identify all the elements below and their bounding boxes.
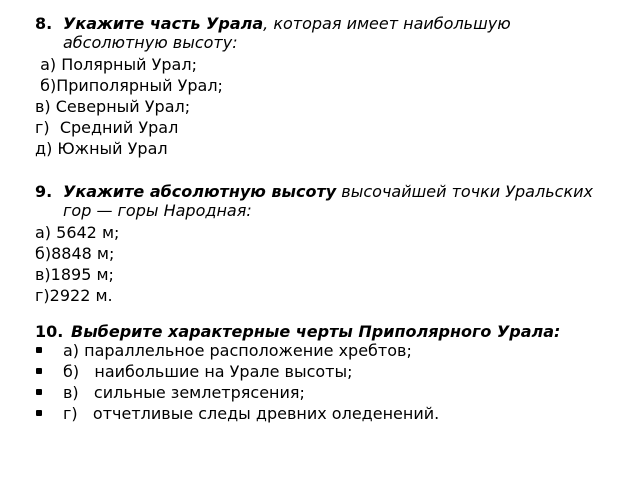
question-9	[35, 182, 615, 307]
answer-option-text: г) отчетливые следы древних оледенений.	[63, 404, 440, 423]
question-8-header	[35, 14, 615, 52]
answer-option: в)1895 м;	[35, 265, 114, 284]
answer-option: в) Северный Урал;	[35, 97, 191, 116]
answer-option: б)Приполярный Урал;	[35, 76, 223, 95]
question-8	[35, 14, 615, 160]
answer-option	[35, 362, 615, 383]
question-title-bold: Укажите часть Урала	[63, 14, 264, 33]
answer-options	[35, 55, 615, 160]
question-10-header	[35, 322, 615, 341]
question-text	[63, 14, 511, 52]
answer-option: г)2922 м.	[35, 286, 113, 305]
bullet-icon	[36, 368, 42, 374]
answer-option-text: б) наибольшие на Урале высоты;	[63, 362, 353, 381]
question-text	[63, 182, 593, 220]
answer-option: г) Средний Урал	[35, 118, 179, 137]
question-9-header	[35, 182, 615, 220]
answer-options	[35, 223, 615, 307]
answer-option	[35, 383, 615, 404]
answer-option: д) Южный Урал	[35, 139, 168, 158]
answer-option: а) 5642 м;	[35, 223, 120, 242]
answer-option-text: в) сильные землетрясения;	[63, 383, 305, 402]
question-title-bold: Выберите характерные черты Приполярного Урала:	[71, 322, 561, 341]
question-number: 9.	[35, 182, 53, 201]
answer-option	[35, 341, 615, 362]
question-title-bold: Укажите абсолютную высоту	[63, 182, 337, 201]
answer-option: б)8848 м;	[35, 244, 115, 263]
question-number: 8.	[35, 14, 53, 33]
question-title-rest: , которая имеет наибольшую абсолютную высоту:	[63, 14, 511, 52]
question-title-rest: высочайшей точки Уральских гор — горы Народная:	[63, 182, 593, 220]
bullet-icon	[36, 389, 42, 395]
question-number: 10.	[35, 322, 64, 341]
bullet-icon	[36, 410, 42, 416]
answer-option: а) Полярный Урал;	[35, 55, 197, 74]
bullet-icon	[36, 347, 42, 353]
question-10	[35, 322, 615, 425]
answer-option	[35, 404, 615, 425]
question-text	[63, 322, 560, 341]
answer-option-text: а) параллельное расположение хребтов;	[63, 341, 412, 360]
answer-options	[35, 341, 615, 425]
